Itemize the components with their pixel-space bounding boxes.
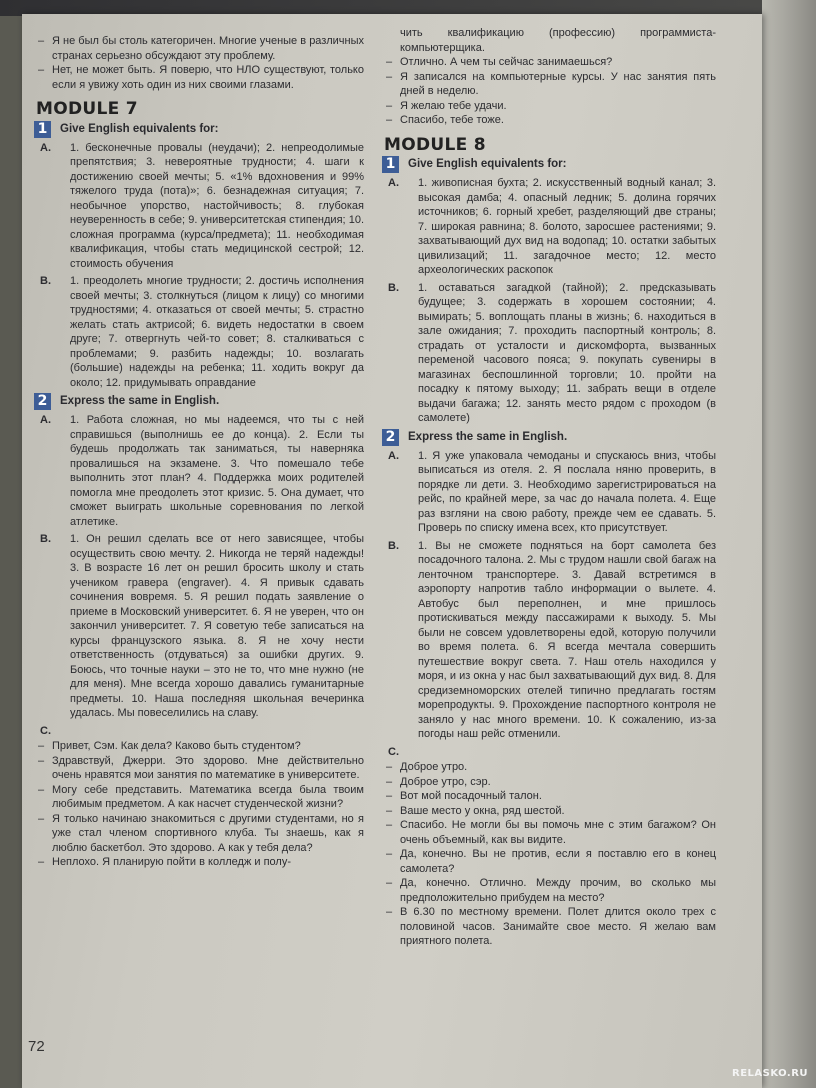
item-text: 1. бесконечные провалы (неудачи); 2. непреодолимые препятствия; 3. невероятные трудности; 4. шаги к достижению своей мечты; 5. «1% вдохновения и 99% тяжелого труда (пота)»; 6. безнадежная ситуация; 7. необычное упорство, настойчивость; 8. глубокая неуверенность в себе; 9. университетская стипендия; 10. сложная программа (курса/предмета); 11. необходимая квалификация, чтобы стать медицинской сестрой; 12. стоимость обучения [70,141,364,270]
task-title: Give English equivalents for: [60,122,219,135]
item-text: 1. живописная бухта; 2. искусственный водный канал; 3. высокая дамба; 4. опасный ледник; 5. долина горячих источников; 6. горный хребет, разделяющий две страны; 7. широкая равнина; 8. болото, заросшее растениями; 9. захватывающий дух вид на водопад; 10. остатки забытых цивилизаций; 11. загадочное место; 12. место археологических раскопок [418,177,716,276]
dialogue-line: – Я только начинаю знакомиться с другими студентами, но я уже стал членом спортивного клуба. Ты знаешь, как я люблю баскетбол. Это здорово. А как у тебя дела? [34,812,364,856]
watermark: RELASKO.RU [732,1068,809,1079]
book-edge [762,0,816,1088]
dialogue-line: – Привет, Сэм. Как дела? Каково быть студентом? [34,739,364,754]
dialogue-line: – Да, конечно. Вы не против, если я поставлю его в конец самолета? [382,847,716,876]
dialogue-line: – В 6.30 по местному времени. Полет длится около трех с половиной часов. Занимайте свое место. Я желаю вам приятного полета. [382,905,716,949]
exercise-item [382,176,716,278]
item-text: 1. преодолеть многие трудности; 2. достичь исполнения своей мечты; 3. столкнуться (лицом к лицу) со многими трудностями; 4. отказаться от своей мечты; 5. страстно желать стать актрисой; 6. видеть недостатки в своем друге; 7. отвергнуть чей-то совет; 8. сталкиваться с проблемами; 9. разбить надежды; 10. возлагать (большие) надежды на ребенка; 11. ходить вокруг да около; 12. придумывать оправдание [70,275,364,389]
item-label: A. [40,414,51,426]
right-column [382,26,716,949]
task-header [382,156,716,173]
item-label: B. [388,281,399,294]
exercise-item [34,532,364,721]
left-column [34,34,364,870]
dialogue-line: – Могу себе представить. Математика всегда была твоим любимым предметом. А как насчет студенческой жизни? [34,783,364,812]
exercise-item [382,539,716,742]
dialogue-line: – Я желаю тебе удачи. [382,99,716,114]
task-title: Express the same in English. [60,395,220,408]
item-label: C. [388,745,399,758]
item-label: A. [388,449,399,462]
item-text: 1. Я уже упаковала чемоданы и спускаюсь вниз, чтобы выписаться из отеля. 2. Я послала няню проверить, в порядке ли дети. 3. Необходимо зарегистрироваться на рейс, по крайней мере, за час до начала полета. 4. Еще раз взгляни на свою работу, прежде чем ее сдавать. 5. Проверь по списку имена всех, кто присутствует. [418,449,716,534]
dialogue-line: – Неплохо. Я планирую пойти в колледж и полу- [34,855,364,870]
item-label: C. [40,724,51,737]
module-title: MODULE 8 [384,134,486,155]
task-number-badge: 2 [382,429,399,446]
task-number-badge: 1 [382,156,399,173]
exercise-item [34,274,364,390]
exercise-item [382,281,716,426]
dialogue-line: – Спасибо, тебе тоже. [382,113,716,128]
dialogue-line: – Здравствуй, Джерри. Это здорово. Мне действительно очень нравятся мои занятия по математике в университете. [34,754,364,783]
dialogue-line: – Доброе утро. [382,760,716,775]
task-header [34,121,364,138]
item-label: B. [388,539,399,552]
task-header [382,429,716,446]
item-label: B. [40,533,51,545]
exercise-item [34,413,364,529]
dialogue-continuation: чить квалификацию (профессию) программиста-компьютерщика. [400,27,716,54]
page-number: 72 [28,1038,45,1055]
item-text: 1. Вы не сможете подняться на борт самолета без посадочного талона. 2. Мы с трудом нашли свой багаж на ленточном транспортере. 3. Давай встретимся в аэропорту напротив табло информации о вылете. 4. Автобус был переполнен, и мне пришлось протискиваться между пассажирами к выходу. 5. Мы были не совсем удовлетворены едой, которую получили во время полета. 6. Я всегда мечтала совершить путешествие вокруг света. 7. Наш отель находился у моря, и из окна у нас был захватывающий дух вид. 8. Для средиземноморских отелей типично предлагать гостям морепродукты. 9. Прохождение паспортного контроля не заняло у нас много времени. 10. К сожалению, из-за погоды наш рейс отменили. [418,539,716,740]
task-header [34,393,364,410]
item-text: 1. оставаться загадкой (тайной); 2. предсказывать будущее; 3. содержать в хорошем состоянии; 4. вымирать; 5. воплощать планы в жизнь; 6. находиться в зале ожидания; 7. проходить паспортный контроль; 8. страдать от усталости и дискомфорта, вызванных переменой часового пояса; 9. покупать сувениры в магазинах беспошлинной торговли; 10. пройти на посадку к пятому выходу; 11. забрать вещи в отделе выдачи багажа; 12. занять место рядом с проходом (в самолете) [418,281,716,424]
module-title: MODULE 7 [36,99,138,119]
task-number-badge: 2 [34,393,51,410]
dialogue-line: – Я записался на компьютерные курсы. У нас занятия пять дней в неделю. [382,70,716,99]
dialogue-line: – Отлично. А чем ты сейчас занимаешься? [382,55,716,70]
dialogue-line: – Спасибо. Не могли бы вы помочь мне с этим багажом? Он очень объемный, как вы видите. [382,818,716,847]
dialogue-line: – Нет, не может быть. Я поверю, что НЛО существуют, только если я увижу хоть один из них своими глазами. [34,63,364,92]
item-text: 1. Работа сложная, но мы надеемся, что ты с ней справишься (выполнишь ее до конца). 2. Если ты будешь продолжать так заниматься, ты наверняка провалишься на экзамене. 3. Что помешало тебе выполнить этот план? 4. Поддержка моих родителей помогла мне преодолеть этот кризис. 5. Она думает, что сможет выиграть школьные соревнования по легкой атлетике. [70,414,364,528]
exercise-item [34,141,364,272]
task-title: Give English equivalents for: [408,158,567,171]
task-number-badge: 1 [34,121,51,138]
item-text: 1. Он решил сделать все от него зависящее, чтобы осуществить свою мечту. 2. Никогда не теряй надежды! 3. В возрасте 16 лет он решил бросить школу и стать учеником гравера (engraver). 4. Я привык сдавать сочинения вовремя. 5. Я решил подать заявление о приеме в Московский университет. 6. Я не уверен, что он закончил университет. 7. Я советую тебе записаться на курсы французского языка. 8. Я не хочу нести ответственность (отдуваться) за ошибки других. 9. Боюсь, что точные науки – это не то, что мне нужно (не для меня). Мне всегда хорошо давались гуманитарные предметы. 10. Наша последняя школьная вечеринка удалась. Мы повеселились на славу. [70,533,364,719]
dialogue-line: – Я не был бы столь категоричен. Многие ученые в различных странах серьезно обсуждают эту проблему. [34,34,364,63]
task-title: Express the same in English. [408,430,568,443]
item-label: B. [40,275,51,287]
item-label: A. [40,141,51,154]
item-label: A. [388,177,399,189]
dialogue-line: – Ваше место у окна, ряд шестой. [382,804,716,819]
dialogue-line: – Доброе утро, сэр. [382,775,716,790]
exercise-item [382,449,716,536]
dialogue-line: – Вот мой посадочный талон. [382,789,716,804]
dialogue-line: – Да, конечно. Отлично. Между прочим, во сколько мы предположительно прибудем на место? [382,876,716,905]
